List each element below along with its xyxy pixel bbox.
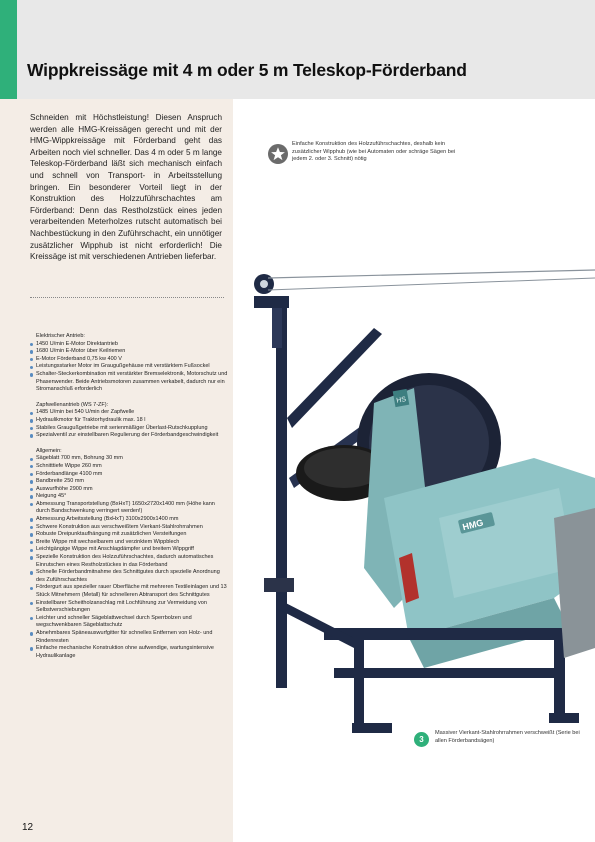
list-item: Fördergurt aus spezieller rauer Oberfläche mit mehreren Textileinlagen und 13 Stück Mitnehmern (Metall) für schnelleren Abtransport des Schnittgutes	[30, 584, 228, 599]
callout-star-note	[268, 140, 468, 170]
list-item: 1680 U/min E-Motor über Keilriemen	[30, 348, 228, 356]
spec-heading-pto: Zapfwellenantrieb (WS 7-ZF):	[36, 401, 109, 408]
callout-frame-text: Massiver Vierkant-Stahlrohrrahmen verschweißt (Serie bei allen Förderbandsägen)	[435, 730, 580, 744]
list-item: Sägeblatt 700 mm, Bohrung 30 mm	[30, 455, 228, 463]
brand-label: HMG	[461, 517, 485, 533]
page-number: 12	[22, 822, 34, 833]
spec-items-general	[30, 455, 228, 660]
list-item: Leichter und schneller Sägeblattwechsel durch Sperrbolzen und wegschwenkbaren Sägeblattschutz	[30, 615, 228, 630]
guard-label: HS	[395, 396, 407, 405]
list-item: Einstellbarer Scheitholzanschlag mit Lochführung zur Vermeidung von Selbstverschiebungen	[30, 600, 228, 615]
star-icon	[268, 144, 288, 164]
list-item: 1450 U/min E-Motor Direktantrieb	[30, 341, 228, 349]
dotted-divider	[30, 297, 224, 298]
list-item: Abmessung Transportstellung (BxHxT) 1650x2720x1400 mm (Höhe kann durch Bandschwenkung verringert werden!)	[30, 501, 228, 516]
spec-list	[30, 333, 228, 660]
list-item: Abnehmbares Späneauswurfgitter für schnelles Entfernen von Holz- und Rindenresten	[30, 630, 228, 645]
list-item: Auswurfhöhe 2900 mm	[30, 486, 228, 494]
list-item: Abmessung Arbeitsstellung (BxHxT) 3100x2900x1400 mm	[30, 516, 228, 524]
callout-frame-note	[414, 730, 584, 770]
list-item: E-Motor Förderband 0,75 kw 400 V	[30, 356, 228, 364]
spec-items-pto	[30, 409, 228, 439]
page-title: Wippkreissäge mit 4 m oder 5 m Teleskop-Förderband	[27, 60, 467, 80]
callout-star-text: Einfache Konstruktion des Holzzuführschachtes, deshalb kein zusätzlicher Wipphub (wie bei Automaten oder schräge Sägen bei jedem 2. oder 3. Schnitt) nötig	[292, 141, 456, 163]
list-item: Neigung 45°	[30, 493, 228, 501]
list-item: Breite Wippe mit wechselbarem und verzinktem Wippblech	[30, 539, 228, 547]
intro-text: Schneiden mit Höchstleistung! Diesen Anspruch werden alle HMG-Kreissägen gerecht und mit der HMG-Wippkreissäge mit Förderband geht das Arbeiten noch viel schneller. Das 4 m oder 5 m lange Teleskop-Förderband läßt sich mechanisch einfach und schnell von Transport- in Arbeitsstellung bringen. Ein besonderer Vorteil liegt in der Konstruktion des Holzzuführschachtes am Förderband: Denn das Restholzstück eines jeden verarbeitenden Meterholzes rutscht automatisch bei Nachbestückung in den Zuführschacht, ein unnötiger zusätzlicher Wipphub ist nicht erforderlich! Die Kreissäge ist mit verschiedenen Antrieben lieferbar.	[30, 113, 222, 262]
list-item: Förderbandlänge 4100 mm	[30, 471, 228, 479]
list-item: Stabiles Graugußgetriebe mit serienmäßiger Überlast-Rutschkupplung	[30, 425, 228, 433]
spec-items-electric	[30, 341, 228, 394]
spec-heading-electric: Elektrischer Antrieb:	[36, 333, 85, 339]
machine-photo	[234, 268, 595, 748]
callout-number-badge: 3	[414, 732, 429, 747]
list-item: Spezialventil zur einstellbaren Regulierung der Förderbandgeschwindigkeit	[30, 432, 228, 440]
list-item: Schnelle Förderbandmitnahme des Schnittgutes durch spezielle Anordnung des Zuführschachtes	[30, 569, 228, 584]
header-band	[0, 0, 595, 99]
spec-heading-general: Allgemein:	[36, 447, 62, 454]
list-item: Schalter-Steckerkombination mit verstärkter Bremselektronik, Motorschutz und Phasenwender. Beide Antriebsmotoren zusammen verkabelt, dadurch nur ein Stromanschluß erforderlich	[30, 371, 228, 394]
list-item: Bandbreite 250 mm	[30, 478, 228, 486]
list-item: Hydraulikmotor für Traktorhydraulik max. 18 l	[30, 417, 228, 425]
list-item: Schnitttiefe Wippe 260 mm	[30, 463, 228, 471]
accent-bar	[0, 0, 17, 99]
list-item: Spezielle Konstruktion des Holzzuführschachtes, dadurch automatisches Einrutschen eines Restholzstückes in das Förderband	[30, 554, 228, 569]
list-item: Leichtgängige Wippe mit Anschlagdämpfer und breitem Wippgriff	[30, 546, 228, 554]
list-item: Einfache mechanische Konstruktion ohne aufwendige, wartungsintensive Hydraulikanlage	[30, 645, 228, 660]
list-item: 1485 U/min bei 540 U/min der Zapfwelle	[30, 409, 228, 417]
list-item: Leistungsstarker Motor im Graugußgehäuse mit verstärktem Fußsockel	[30, 363, 228, 371]
list-item: Robuste Dreipunktaufhängung mit zusätzlichen Versteifungen	[30, 531, 228, 539]
list-item: Schwere Konstruktion aus verschweißtem Vierkant-Stahlrohrrahmen	[30, 524, 228, 532]
